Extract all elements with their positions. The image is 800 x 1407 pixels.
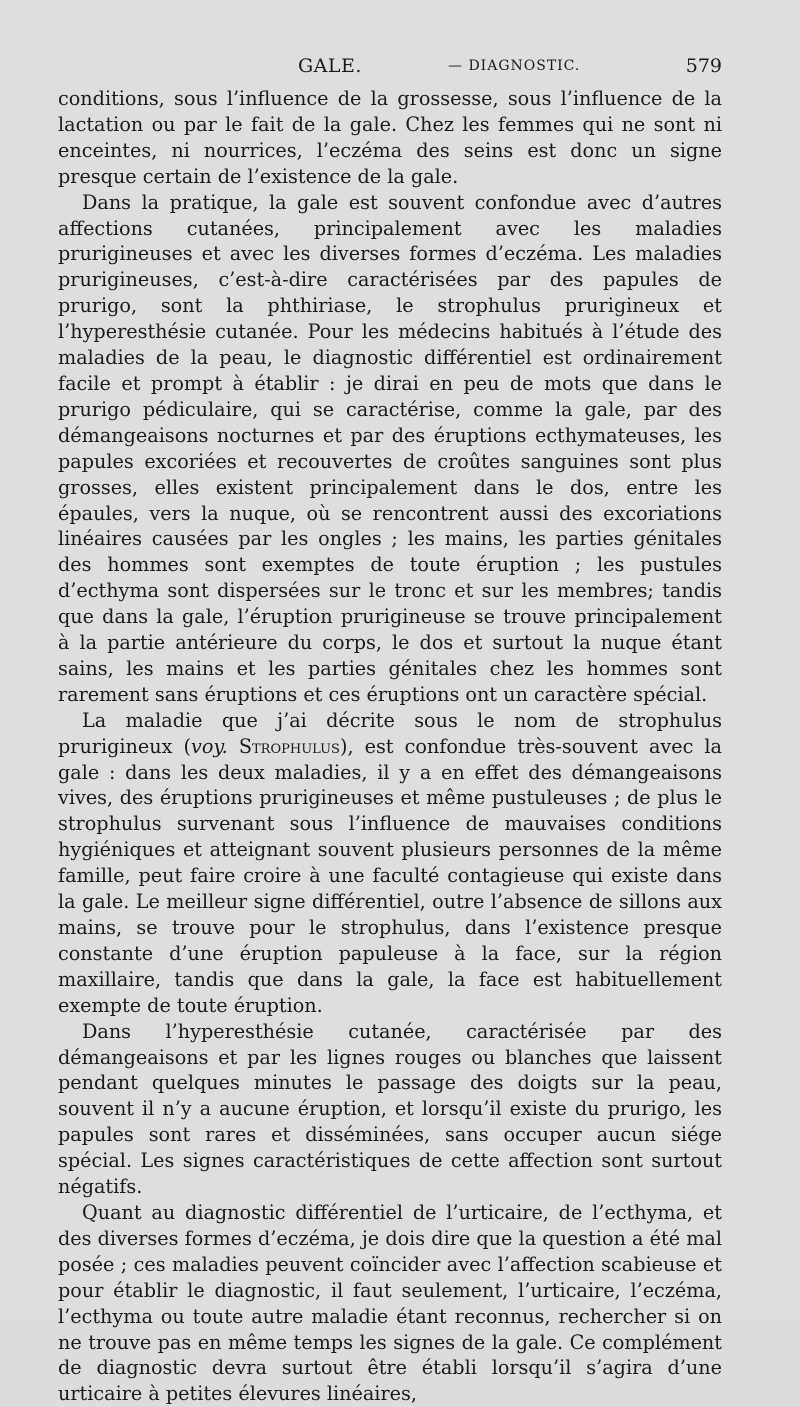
paragraph-1: conditions, sous l’influence de la grossesse, sous l’influence de la lactation ou par le fait de la gale. Chez les femmes qui ne sont ni enceintes, ni nourrices, l’eczéma des seins est donc un signe presque certain de l’existence de la gale.	[58, 87, 722, 188]
strophulus-cross-reference: Strophulus	[238, 734, 340, 758]
body-text	[58, 86, 722, 1407]
paragraph-3	[58, 708, 722, 1019]
header-section: — DIAGNOSTIC.	[448, 58, 581, 74]
paragraph-3-before: La maladie que j’ai décrite sous le nom de strophulus prurigineux (	[58, 708, 722, 758]
header-title: GALE.	[298, 55, 362, 77]
page-number: 579	[685, 55, 722, 77]
paragraph-4: Dans l’hyperesthésie cutanée, caractérisée par des démangeaisons et par les lignes rouges ou blanches que laissent pendant quelques minutes le passage des doigts sur la peau, souvent il n’y a aucune éruption, et lorsqu’il existe du prurigo, les papules sont rares et disséminées, sans occuper aucun siége spécial. Les signes caractéristiques de cette affection sont surtout négatifs.	[58, 1019, 722, 1199]
paragraph-5: Quant au diagnostic différentiel de l’urticaire, de l’ecthyma, et des diverses formes d’eczéma, je dois dire que la question a été mal posée ; ces maladies peuvent coïncider avec l’affection scabieuse et pour établir le diagnostic, il faut seulement, l’urticaire, l’eczéma, l’ecthyma ou toute autre maladie étant reconnus, rechercher si on ne trouve pas en même temps les signes de la gale. Ce complément de diagnostic devra surtout être établi lorsqu’il s’agira d’une urticaire à petites élevures linéaires,	[58, 1200, 722, 1406]
paragraph-3-text: ), est confondue très-souvent avec la gale : dans les deux maladies, il y a en effet des démangeaisons vives, des éruptions prurigineuses et même pustuleuses ; de plus le strophulus survenant sous l’influence de mauvaises conditions hygiéniques et atteignant souvent plusieurs personnes de la même famille, peut faire croire à une faculté contagieuse qui existe dans la gale. Le meilleur signe différentiel, outre l’absence de sillons aux mains, se trouve pour le strophulus, dans l’existence presque constante d’une éruption papuleuse à la face, sur la région maxillaire, tandis que dans la gale, la face est habituellement exempte de toute éruption.	[58, 734, 722, 1017]
running-header	[58, 52, 722, 80]
voy-abbrev: voy.	[191, 734, 228, 758]
paragraph-2: Dans la pratique, la gale est souvent confondue avec d’autres affections cutanées, principalement avec les maladies prurigineuses et avec les diverses formes d’eczéma. Les maladies prurigineuses, c’est-à-dire caractérisées par des papules de prurigo, sont la phthiriase, le strophulus prurigineux et l’hyperesthésie cutanée. Pour les médecins habitués à l’étude des maladies de la peau, le diagnostic différentiel est ordinairement facile et prompt à établir : je dirai en peu de mots que dans le prurigo pédiculaire, qui se caractérise, comme la gale, par des démangeaisons nocturnes et par des éruptions ecthymateuses, les papules excoriées et recouvertes de croûtes sanguines sont plus grosses, elles existent principalement dans le dos, entre les épaules, vers la nuque, où se rencontrent aussi des excoriations linéaires causées par les ongles ; les mains, les parties génitales des hommes sont exemptes de toute éruption ; les pustules d’ecthyma sont dispersées sur le tronc et sur les membres; tandis que dans la gale, l’éruption prurigineuse se trouve principalement à la partie antérieure du corps, le dos et surtout la nuque étant sains, les mains et les parties génitales chez les hommes sont rarement sans éruptions et ces éruptions ont un caractère spécial.	[58, 190, 722, 706]
